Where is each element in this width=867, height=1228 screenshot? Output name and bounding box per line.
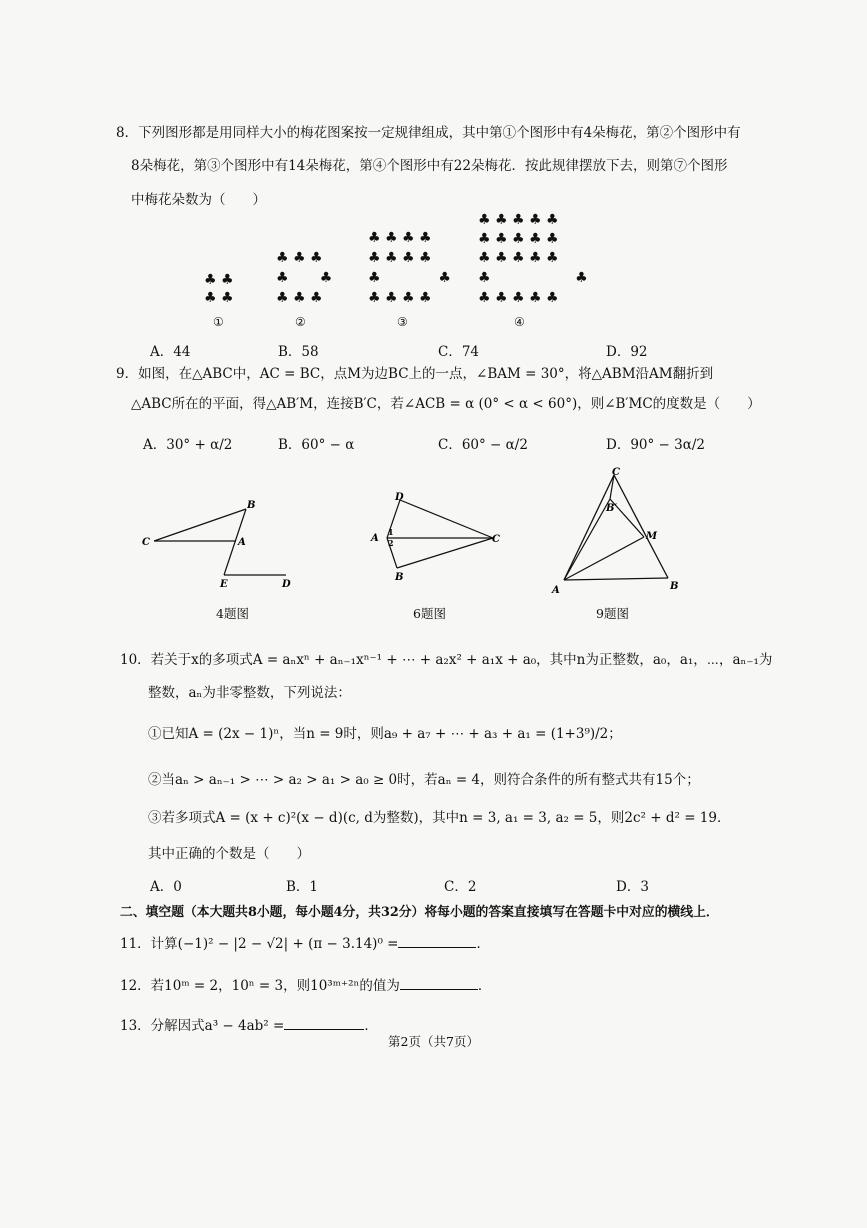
fig6-label-b: B [395, 572, 404, 583]
q9-option-a: A．30° + α/2 [143, 437, 233, 453]
fig4-label-b: B [247, 500, 256, 511]
section-2-heading: 二、填空题（本大题共8小题，每小题4分，共32分）将每小题的答案直接填写在答题卡中对应的横线上． [120, 905, 719, 920]
figure-6-caption: 6题图 [413, 606, 446, 621]
figure-9-caption: 9题图 [596, 606, 629, 621]
q11-answer-blank[interactable] [398, 935, 476, 948]
figure-6-diagram [365, 488, 515, 588]
q9-option-c: C．60° − α/2 [438, 437, 528, 453]
fig6-label-2: 2 [388, 538, 394, 548]
fig9-label-c: C [612, 467, 620, 478]
q10-statement-3: ③若多项式A = (x + c)²(x − d)(c, d为整数)，其中n = 3, a₁ = 3, a₂ = 5，则2c² + d² = 19． [148, 810, 731, 826]
fig4-label-c: C [142, 537, 150, 548]
q8-option-a: A．44 [150, 344, 191, 360]
q8-line-2: 8朵梅花，第③个图形中有14朵梅花，第④个图形中有22朵梅花．按此规律摆放下去，则第⑦个图形 [131, 158, 728, 174]
q10-option-a: A．0 [150, 879, 182, 895]
fig9-label-b-prime: B′ [606, 503, 618, 514]
flower-label-3: ③ [397, 315, 408, 329]
q13-text: 13．分解因式a³ − 4ab² = [120, 1018, 285, 1034]
q8-line-1: 8．下列图形都是用同样大小的梅花图案按一定规律组成，其中第①个图形中有4朵梅花，第②个图形中有 [116, 125, 741, 141]
q8-option-b: B．58 [278, 344, 319, 360]
q12-text: 12．若10ᵐ = 2，10ⁿ = 3，则10³ᵐ⁺²ⁿ的值为 [120, 978, 400, 994]
q11-text: 11．计算(−1)² − |2 − √2| + (π − 3.14)⁰ = [120, 936, 399, 952]
q13-answer-blank[interactable] [284, 1017, 364, 1030]
fig6-label-a: A [371, 533, 379, 544]
q9-line-2: △ABC所在的平面，得△AB′M，连接B′C，若∠ACB = α (0° < α < 60°)，则∠B′MC的度数是（ ） [131, 396, 761, 412]
fig6-label-1: 1 [388, 527, 394, 537]
q10-line-2: 整数，aₙ为非零整数，下列说法： [148, 685, 351, 701]
fig6-label-c: C [492, 534, 500, 545]
flower-label-4: ④ [514, 315, 525, 329]
q9-option-d: D．90° − 3α/2 [606, 437, 705, 453]
q10-option-d: D．3 [616, 879, 649, 895]
q12 [120, 974, 491, 994]
flower-label-1: ① [213, 315, 224, 329]
q12-end: ． [477, 978, 492, 994]
q10-statement-1: ①已知A = (2x − 1)ⁿ，当n = 9时，则a₉ + a₇ + ⋯ + a₃ + a₁ = (1+3⁹)/2； [148, 726, 622, 742]
fig4-label-d: D [282, 579, 291, 590]
page-footer: 第2页（共7页） [388, 1034, 479, 1049]
q12-answer-blank[interactable] [400, 977, 478, 990]
q11 [120, 932, 490, 952]
q8-option-c: C．74 [438, 344, 480, 360]
figure-4-caption: 4题图 [216, 606, 249, 621]
q9-option-b: B．60° − α [278, 437, 355, 453]
q8-option-d: D．92 [606, 344, 648, 360]
q13-end: ． [364, 1018, 378, 1034]
q11-end: ． [476, 936, 490, 952]
fig6-label-d: D [395, 492, 404, 503]
q9-line-1: 9．如图，在△ABC中，AC = BC，点M为边BC上的一点，∠BAM = 30°，将△ABM沿AM翻折到 [116, 366, 714, 382]
q10-option-b: B．1 [286, 879, 319, 895]
figure-9-diagram [550, 465, 690, 600]
fig9-label-b: B [670, 581, 679, 592]
fig4-label-e: E [220, 579, 228, 590]
q13 [120, 1014, 378, 1034]
fig4-label-a: A [238, 537, 246, 548]
figure-4-diagram [140, 495, 300, 590]
q10-ask: 其中正确的个数是（ ） [148, 846, 310, 862]
q10-statement-2: ②当aₙ > aₙ₋₁ > ⋯ > a₂ > a₁ > a₀ ≥ 0时，若aₙ = 4，则符合条件的所有整式共有15个； [148, 772, 700, 788]
q8-line-3: 中梅花朵数为（ ） [131, 192, 266, 208]
q10-line-1: 10．若关于x的多项式A = aₙxⁿ + aₙ₋₁xⁿ⁻¹ + ⋯ + a₂x² + a₁x + a₀，其中n为正整数，a₀，a₁，⋯，aₙ₋₁为 [120, 652, 773, 668]
fig9-label-a: A [552, 585, 560, 596]
q10-option-c: C．2 [444, 879, 477, 895]
fig9-label-m: M [646, 531, 658, 542]
flower-label-2: ② [295, 315, 306, 329]
